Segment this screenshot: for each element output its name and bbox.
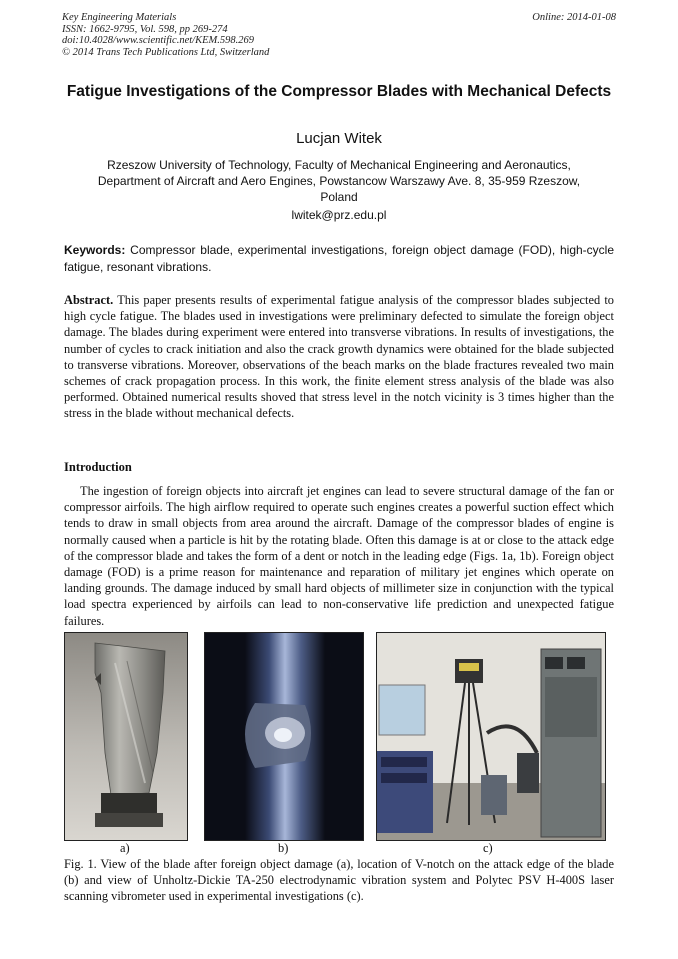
journal-header: [62, 12, 616, 58]
abstract-label: Abstract.: [64, 293, 114, 307]
abstract-paragraph: [64, 292, 614, 422]
figure-label-c: c): [483, 841, 493, 855]
introduction-paragraph: The ingestion of foreign objects into aircraft jet engines can lead to severe structural damage of the fan or compressor airfoils. The high airflow required to operate such engines creates a powerful suction effect which tends to draw in small objects from area around the aircraft. Damage of the compressor blades of engine is normally caused when a particle is hit by the rotating blade. Often this damage is at or close to the attack edge of the compressor blade and takes the form of a dent or notch in the leading edge (Figs. 1a, 1b). Foreign object damage (FOD) is a prime reason for maintenance and reparation of military jet engines which operate on landing grounds. The damage induced by small hard objects of millimeter size in conjunction with the typical load spectra experienced by airfoils can lead to non-conservative life prediction and unexpected fatigue failures.: [64, 484, 614, 628]
keywords-text: Compressor blade, experimental investigations, foreign object damage (FOD), high-cycle fatigue, resonant vibrations.: [64, 243, 614, 274]
figure-label-a: a): [120, 841, 130, 855]
affiliation: [70, 157, 608, 205]
figure-caption: Fig. 1. View of the blade after foreign object damage (a), location of V-notch on the attack edge of the blade (b) and view of Unholtz-Dickie TA-250 electrodynamic vibration system and Polytec PSV H-400S laser scanning vibrometer used in experimental investigations (c).: [64, 857, 614, 904]
affiliation-line: Poland: [320, 190, 358, 204]
author-name: Lucjan Witek: [296, 130, 382, 147]
copyright-notice: © 2014 Trans Tech Publications Ltd, Switzerland: [62, 46, 270, 58]
journal-name: Key Engineering Materials: [62, 12, 177, 23]
figure-photo-v-notch: [204, 632, 364, 841]
doi-link[interactable]: doi:10.4028/www.scientific.net/KEM.598.269: [62, 35, 254, 46]
author-email[interactable]: lwitek@prz.edu.pl: [291, 208, 387, 222]
affiliation-line: Department of Aircraft and Aero Engines, Powstancow Warszawy Ave. 8, 35-959 Rzeszow,: [97, 174, 581, 188]
figure-label-b: b): [278, 841, 289, 855]
affiliation-line: Rzeszow University of Technology, Faculty of Mechanical Engineering and Aeronautics,: [107, 158, 571, 172]
abstract-text: This paper presents results of experimental fatigue analysis of the compressor blades subjected to high cycle fatigue. The blades used in investigations were preliminary defected to simulate the foreign object damage. The blades during experiment were entered into transverse vibrations. In results of investigations, the number of cycles to crack initiation and also the crack growth dynamics were obtained for the blade subjected to transverse vibrations. Moreover, observations of the beach marks on the blade fractures revealed two main schemes of crack propagation process. In this work, the finite element stress analysis of the blade was also performed. Obtained numerical results shoved that stress level in the notch vicinity is 3 times higher than the stress in the blade without mechanical defects.: [64, 293, 615, 421]
section-heading-introduction: Introduction: [64, 460, 132, 474]
figure-photo-test-rig: [376, 632, 606, 841]
online-date: Online: 2014-01-08: [532, 12, 616, 23]
journal-issn: ISSN: 1662-9795, Vol. 598, pp 269-274: [62, 23, 228, 35]
figure-photo-damaged-blade: [64, 632, 188, 841]
keywords-label: Keywords:: [64, 243, 126, 257]
paper-title: Fatigue Investigations of the Compressor Blades with Mechanical Defects: [66, 83, 612, 100]
keywords-paragraph: [64, 242, 614, 275]
